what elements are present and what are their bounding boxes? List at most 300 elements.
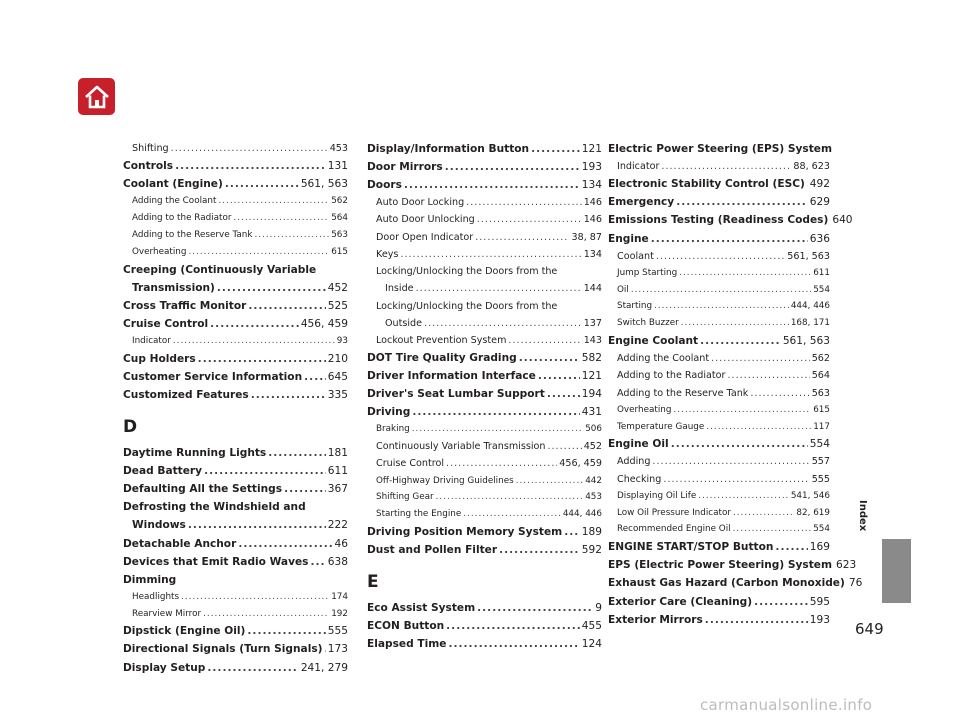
page-ref[interactable]: 582 (581, 352, 602, 365)
index-entry[interactable] (123, 193, 348, 210)
page-ref[interactable]: 124 (581, 638, 602, 651)
index-entry[interactable] (608, 435, 830, 453)
index-entry[interactable] (367, 211, 602, 228)
index-entry[interactable] (123, 386, 348, 404)
leader-dots (679, 265, 811, 282)
page-ref[interactable]: 181 (327, 447, 348, 460)
page-ref[interactable]: 46 (334, 537, 348, 550)
entry-title: Dimming (123, 573, 177, 586)
page-ref[interactable]: 611 (327, 465, 348, 478)
index-entry[interactable] (608, 538, 830, 556)
leader-dots (217, 279, 326, 297)
entry-title: Continuously Variable Transmission (376, 441, 546, 453)
page-ref[interactable]: 121 (581, 143, 602, 155)
leader-dots (181, 589, 329, 606)
page-ref[interactable]: 38, 87 (571, 231, 602, 243)
entry-title: Cup Holders (123, 352, 196, 365)
entry-title: Exhaust Gas Hazard (Carbon Monoxide) (608, 577, 845, 590)
index-entry[interactable] (123, 571, 348, 589)
leader-dots (416, 280, 582, 297)
leader-dots (304, 368, 326, 386)
entry-title: Directional Signals (Turn Signals) (123, 643, 323, 656)
leader-dots (652, 453, 809, 470)
index-entry[interactable] (608, 230, 830, 248)
index-entry[interactable] (608, 298, 830, 315)
entry-title: Cruise Control (376, 458, 445, 470)
page-ref[interactable]: 168, 171 (790, 318, 830, 329)
entry-title: Indicator (617, 161, 660, 173)
leader-dots (754, 593, 808, 611)
index-entry[interactable] (608, 385, 830, 402)
entry-title: Door Mirrors (367, 161, 443, 174)
index-entry[interactable] (608, 265, 830, 282)
page-ref[interactable]: 146 (583, 197, 602, 209)
leader-dots (663, 471, 809, 488)
entry-title: Transmission) (132, 281, 215, 294)
leader-dots (531, 140, 580, 158)
index-entry[interactable] (367, 298, 602, 315)
entry-title: Controls (123, 160, 174, 173)
leader-dots (775, 538, 807, 556)
leader-dots (651, 230, 808, 248)
leader-dots (251, 386, 326, 404)
index-entry[interactable] (367, 367, 602, 385)
index-entry[interactable] (367, 473, 602, 490)
leader-dots (538, 367, 580, 385)
entry-title: Doors (367, 179, 402, 192)
leader-dots (727, 367, 809, 384)
index-entry[interactable] (367, 246, 602, 263)
leader-dots (564, 523, 580, 541)
index-entry[interactable] (123, 480, 348, 498)
index-entry[interactable] (608, 193, 830, 211)
page-ref[interactable]: 592 (581, 544, 602, 557)
leader-dots (519, 349, 580, 367)
page-ref[interactable]: 645 (327, 370, 348, 383)
index-entry[interactable] (123, 333, 348, 350)
leader-dots (188, 516, 326, 534)
entry-title: Checking (617, 473, 662, 485)
index-entry[interactable] (123, 244, 348, 261)
index-column-2 (367, 140, 602, 654)
page-ref[interactable]: 554 (813, 524, 830, 535)
index-entry[interactable] (123, 516, 348, 534)
entry-title: Starting the Engine (376, 509, 462, 520)
index-entry[interactable] (367, 280, 602, 297)
entry-title: Driver Information Interface (367, 370, 536, 383)
entry-title: Inside (385, 283, 414, 295)
leader-dots (204, 462, 326, 480)
leader-dots (750, 385, 809, 402)
leader-dots (207, 659, 298, 677)
index-entry[interactable] (608, 505, 830, 522)
index-entry[interactable] (608, 453, 830, 470)
page-ref[interactable]: 367 (327, 483, 348, 496)
leader-dots (477, 211, 582, 228)
section-letter: E (367, 572, 379, 593)
entry-title: Rearview Mirror (132, 608, 202, 619)
index-entry[interactable] (123, 175, 348, 193)
leader-dots (171, 140, 328, 157)
leader-dots (499, 541, 580, 559)
entry-title: Adding to the Radiator (617, 370, 726, 382)
entry-title: Adding (617, 456, 651, 468)
index-entry[interactable] (123, 622, 348, 640)
page-ref[interactable]: 9 (595, 602, 602, 615)
page-ref[interactable]: 192 (331, 608, 348, 619)
leader-dots (475, 229, 569, 246)
index-side-label: Index (857, 500, 868, 532)
entry-title: Switch Buzzer (617, 318, 679, 329)
leader-dots (547, 385, 580, 403)
page-ref[interactable]: 595 (809, 595, 830, 608)
page-ref[interactable]: 564 (811, 370, 830, 382)
page-ref[interactable]: 629 (809, 196, 830, 209)
leader-dots (516, 473, 584, 490)
index-entry[interactable] (608, 367, 830, 384)
leader-dots (424, 315, 582, 332)
entry-title: Recommended Engine Oil (617, 524, 731, 535)
index-entry[interactable] (123, 350, 348, 368)
index-entry[interactable] (123, 227, 348, 244)
leader-dots (247, 622, 325, 640)
page-ref[interactable]: 134 (583, 248, 602, 260)
index-entry[interactable] (367, 438, 602, 455)
leader-dots (310, 553, 325, 571)
index-entry[interactable] (123, 261, 348, 279)
leader-dots (445, 158, 580, 176)
entry-title: Indicator (132, 335, 171, 346)
page-ref[interactable]: 76 (848, 577, 863, 590)
page-ref[interactable]: 640 (832, 214, 853, 227)
entry-title: Jump Starting (617, 267, 678, 278)
page-ref[interactable]: 82, 619 (796, 507, 830, 518)
entry-title: ECON Button (367, 620, 445, 633)
index-entry[interactable] (367, 229, 602, 246)
leader-dots (412, 403, 579, 421)
index-entry[interactable] (123, 157, 348, 175)
page-ref[interactable]: 241, 279 (300, 661, 348, 674)
index-entry[interactable] (367, 194, 602, 211)
page-ref[interactable]: 541, 546 (790, 490, 830, 501)
index-entry[interactable] (367, 599, 602, 617)
page-ref[interactable]: 193 (581, 161, 602, 174)
entry-title: Locking/Unlocking the Doors from the (376, 300, 558, 312)
index-entry[interactable] (367, 140, 602, 158)
index-entry[interactable] (367, 489, 602, 506)
entry-title: Shifting Gear (376, 492, 434, 503)
page-ref[interactable]: 455 (581, 620, 602, 633)
index-entry[interactable] (367, 349, 602, 367)
index-entry[interactable] (123, 462, 348, 480)
entry-title: Temperature Gauge (617, 421, 705, 432)
index-entry[interactable] (123, 498, 348, 516)
entry-title: Keys (376, 248, 399, 260)
leader-dots (188, 244, 329, 261)
home-button[interactable] (78, 78, 115, 115)
page-ref[interactable]: 615 (331, 246, 348, 257)
leader-dots (436, 489, 584, 506)
leader-dots (198, 350, 326, 368)
entry-title: EPS (Electric Power Steering) System (608, 559, 833, 572)
page-ref[interactable]: 453 (329, 143, 348, 154)
index-entry[interactable] (367, 421, 602, 438)
page-ref[interactable]: 117 (813, 421, 830, 432)
entry-title: Engine (608, 232, 649, 245)
page-ref[interactable]: 137 (583, 317, 602, 329)
entry-title: Auto Door Locking (376, 197, 465, 209)
page-ref[interactable]: 431 (581, 406, 602, 419)
page-ref[interactable]: 506 (585, 424, 602, 435)
entry-title: Creeping (Continuously Variable (123, 263, 317, 276)
index-entry[interactable] (608, 332, 830, 350)
page-ref[interactable]: 131 (327, 160, 348, 173)
leader-dots (466, 194, 582, 211)
entry-title: Defaulting All the Settings (123, 483, 283, 496)
page-ref[interactable]: 561, 563 (782, 335, 830, 348)
leader-dots (210, 315, 299, 333)
entry-title: ENGINE START/STOP Button (608, 541, 774, 554)
entry-title: Driving (367, 406, 411, 419)
page-ref[interactable]: 146 (583, 214, 602, 226)
page-ref[interactable]: 134 (581, 179, 602, 192)
entry-title: Emissions Testing (Readiness Codes) (608, 214, 829, 227)
page-ref[interactable]: 525 (327, 299, 348, 312)
entry-title: Customer Service Information (123, 370, 303, 383)
page-ref[interactable]: 562 (811, 353, 830, 365)
index-entry[interactable] (123, 315, 348, 333)
page-ref[interactable]: 615 (813, 404, 830, 415)
page-ref[interactable]: 193 (809, 613, 830, 626)
index-entry[interactable] (608, 175, 830, 193)
page-ref[interactable]: 444, 446 (790, 301, 830, 312)
page-ref[interactable]: 492 (809, 178, 830, 191)
leader-dots (733, 521, 812, 538)
entry-title: Detachable Anchor (123, 537, 237, 550)
page-ref[interactable]: 557 (811, 456, 830, 468)
index-entry[interactable] (608, 419, 830, 436)
page-ref[interactable]: 210 (327, 352, 348, 365)
index-entry[interactable] (123, 210, 348, 227)
page-ref[interactable]: 561, 563 (300, 178, 348, 191)
page-ref[interactable]: 173 (327, 643, 348, 656)
entry-title: Lockout Prevention System (376, 334, 507, 346)
leader-dots (807, 175, 808, 193)
index-entry[interactable] (123, 297, 348, 315)
index-entry[interactable] (367, 506, 602, 523)
leader-dots (203, 606, 329, 623)
index-entry[interactable] (608, 140, 833, 158)
index-entry[interactable] (123, 606, 348, 623)
entry-title: Exterior Care (Cleaning) (608, 595, 753, 608)
index-entry[interactable] (123, 535, 348, 553)
leader-dots (254, 227, 329, 244)
page-ref[interactable]: 623 (836, 559, 857, 572)
index-entry[interactable] (367, 332, 602, 349)
leader-dots (238, 535, 332, 553)
leader-dots (446, 617, 580, 635)
index-entry[interactable] (367, 455, 602, 472)
entry-title: Door Open Indicator (376, 231, 474, 243)
entry-title: Elapsed Time (367, 638, 447, 651)
entry-title: Driver's Seat Lumbar Support (367, 388, 545, 401)
index-entry[interactable] (123, 279, 348, 297)
leader-dots (706, 419, 811, 436)
page-ref[interactable]: 554 (809, 438, 830, 451)
entry-title: Adding to the Reserve Tank (132, 229, 253, 240)
page-ref[interactable]: 561, 563 (787, 250, 830, 262)
index-entry[interactable] (608, 471, 830, 488)
page-ref[interactable]: 169 (809, 541, 830, 554)
index-entry[interactable] (123, 659, 348, 677)
page-ref[interactable]: 562 (331, 196, 348, 207)
entry-title: Exterior Mirrors (608, 613, 703, 626)
index-entry[interactable] (608, 248, 830, 265)
index-entry[interactable] (367, 263, 602, 280)
entry-title: Auto Door Unlocking (376, 214, 475, 226)
entry-title: Defrosting the Windshield and (123, 501, 306, 514)
page-ref[interactable]: 143 (583, 334, 602, 346)
leader-dots (400, 246, 581, 263)
index-entry[interactable] (367, 385, 602, 403)
section-letter: D (123, 417, 138, 438)
index-entry[interactable] (608, 350, 830, 367)
page-ref[interactable]: 456, 459 (300, 317, 348, 330)
entry-title: Dipstick (Engine Oil) (123, 625, 246, 638)
index-entry[interactable] (367, 541, 602, 559)
leader-dots (218, 193, 329, 210)
index-entry[interactable] (367, 635, 602, 653)
index-entry[interactable] (123, 140, 348, 157)
leader-dots (733, 505, 794, 522)
entry-title: Display Setup (123, 661, 206, 674)
entry-title: Overheating (617, 404, 672, 415)
leader-dots (673, 402, 811, 419)
index-entry[interactable] (608, 211, 853, 229)
page-ref[interactable]: 194 (581, 388, 602, 401)
page-ref[interactable]: 189 (581, 526, 602, 539)
index-entry[interactable] (367, 158, 602, 176)
index-entry[interactable] (608, 158, 830, 175)
leader-dots (477, 599, 593, 617)
page-ref[interactable]: 563 (331, 229, 348, 240)
page-ref[interactable]: 555 (811, 473, 830, 485)
page-ref[interactable]: 121 (581, 370, 602, 383)
leader-dots (175, 157, 326, 175)
index-entry[interactable] (367, 403, 602, 421)
page-ref[interactable]: 88, 623 (793, 161, 830, 173)
leader-dots (463, 506, 561, 523)
page-ref[interactable]: 444, 446 (562, 509, 602, 520)
index-tab[interactable] (882, 539, 911, 603)
entry-title: Off-Highway Driving Guidelines (376, 475, 514, 486)
entry-title: Adding to the Reserve Tank (617, 387, 749, 399)
index-entry[interactable] (123, 368, 348, 386)
leader-dots (508, 332, 581, 349)
leader-dots (324, 640, 325, 658)
page-number: 649 (855, 620, 884, 638)
leader-dots (698, 488, 789, 505)
leader-dots (705, 611, 808, 629)
page-ref[interactable]: 638 (327, 555, 348, 568)
index-entry[interactable] (123, 444, 348, 462)
page-ref[interactable]: 452 (327, 281, 348, 294)
page-ref[interactable]: 442 (585, 475, 602, 486)
leader-dots (661, 158, 791, 175)
page-ref[interactable]: 554 (813, 284, 830, 295)
index-entry[interactable] (367, 176, 602, 194)
page-ref[interactable]: 555 (327, 625, 348, 638)
leader-dots (412, 421, 583, 438)
page-ref[interactable]: 335 (327, 388, 348, 401)
page-ref[interactable]: 453 (585, 492, 602, 503)
index-entry[interactable] (123, 640, 348, 658)
index-entry[interactable] (608, 488, 830, 505)
index-column-1 (123, 140, 348, 677)
index-entry[interactable] (608, 521, 830, 538)
leader-dots (547, 438, 581, 455)
page-ref[interactable]: 93 (336, 335, 348, 346)
leader-dots (173, 333, 335, 350)
page-ref[interactable]: 222 (327, 519, 348, 532)
watermark: carmanualsonline.info (700, 696, 873, 714)
entry-title: Adding the Coolant (132, 196, 217, 207)
leader-dots (248, 297, 325, 315)
index-entry[interactable] (367, 315, 602, 332)
index-entry[interactable] (608, 593, 830, 611)
home-icon (83, 84, 111, 110)
leader-dots (681, 315, 789, 332)
index-entry[interactable] (608, 574, 863, 592)
index-entry[interactable] (367, 523, 602, 541)
entry-title: Customized Features (123, 388, 249, 401)
leader-dots (446, 455, 557, 472)
page-ref[interactable]: 564 (331, 213, 348, 224)
entry-title: Cross Traffic Monitor (123, 299, 247, 312)
page-ref[interactable]: 563 (811, 387, 830, 399)
entry-title: Shifting (132, 143, 169, 154)
leader-dots (284, 480, 326, 498)
index-entry[interactable] (123, 553, 348, 571)
index-entry[interactable] (608, 315, 830, 332)
entry-title: Dust and Pollen Filter (367, 544, 498, 557)
entry-title: Braking (376, 424, 410, 435)
page-ref[interactable]: 452 (583, 441, 602, 453)
page-ref[interactable]: 611 (813, 267, 830, 278)
entry-title: Electronic Stability Control (ESC) (608, 178, 805, 191)
entry-title: Displaying Oil Life (617, 490, 697, 501)
index-entry[interactable] (608, 402, 830, 419)
entry-title: Locking/Unlocking the Doors from the (376, 266, 558, 278)
page-ref[interactable]: 456, 459 (559, 458, 602, 470)
page-ref[interactable]: 636 (809, 232, 830, 245)
index-entry[interactable] (123, 589, 348, 606)
entry-title: Display/Information Button (367, 143, 530, 155)
page-ref[interactable]: 144 (583, 283, 602, 295)
leader-dots (700, 332, 781, 350)
entry-title: Starting (617, 301, 653, 312)
leader-dots (233, 210, 329, 227)
entry-title: Headlights (132, 591, 180, 602)
index-entry[interactable] (608, 556, 857, 574)
index-entry[interactable] (608, 611, 830, 629)
entry-title: Cruise Control (123, 317, 209, 330)
entry-title: Outside (385, 317, 423, 329)
entry-title: Daytime Running Lights (123, 447, 267, 460)
index-entry[interactable] (367, 617, 602, 635)
page-ref[interactable]: 174 (331, 591, 348, 602)
index-entry[interactable] (608, 282, 830, 299)
